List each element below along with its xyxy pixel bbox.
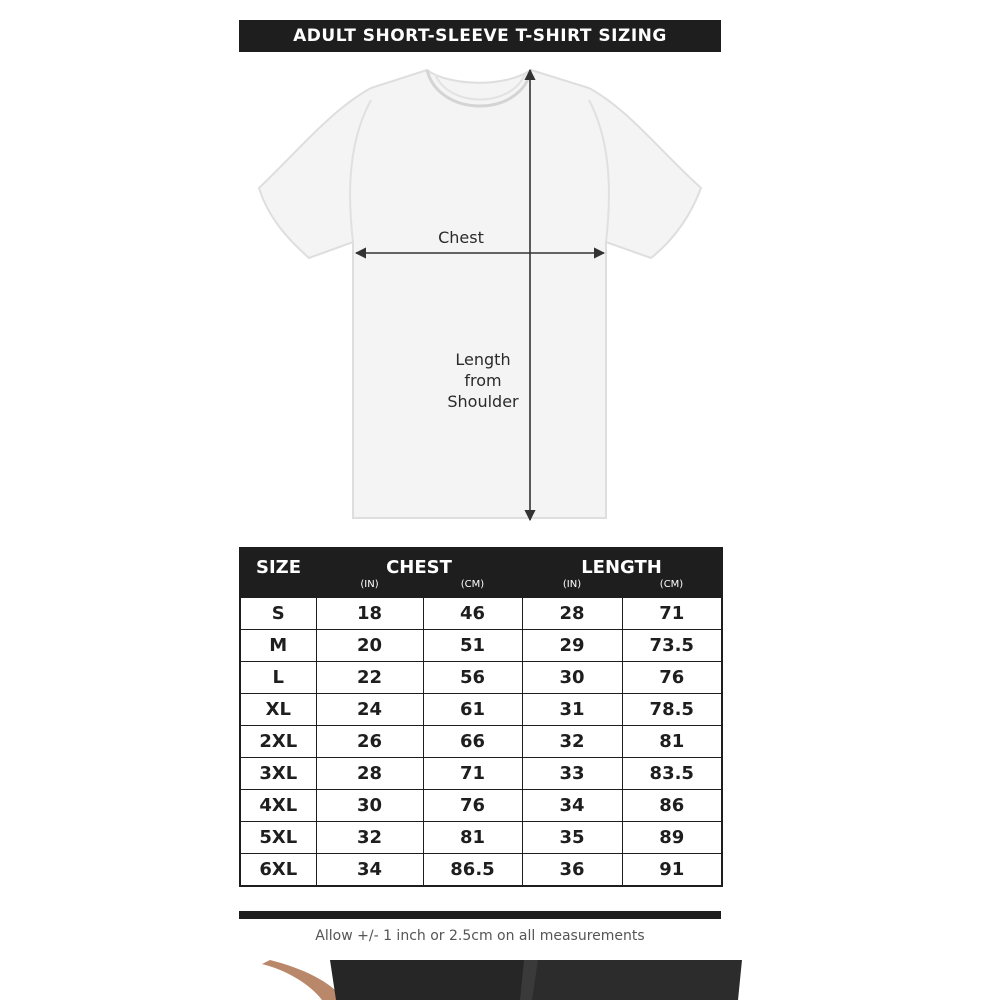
model-photo-crop <box>262 960 752 1000</box>
table-row <box>240 822 722 854</box>
table-header-row <box>240 548 722 579</box>
length-in-cell: 36 <box>522 854 622 887</box>
size-cell: 3XL <box>240 758 316 790</box>
length-label-line-2: from <box>464 371 502 390</box>
chest-cm-cell: 61 <box>423 694 522 726</box>
chest-in-cell: 18 <box>316 598 423 630</box>
chest-cm-cell: 86.5 <box>423 854 522 887</box>
chest-label: Chest <box>438 228 484 247</box>
table-row <box>240 662 722 694</box>
length-label <box>437 349 529 412</box>
size-cell: XL <box>240 694 316 726</box>
length-cm-cell: 71 <box>622 598 722 630</box>
length-in-cell: 32 <box>522 726 622 758</box>
chest-in-cell: 26 <box>316 726 423 758</box>
table-row <box>240 598 722 630</box>
length-cm-cell: 76 <box>622 662 722 694</box>
chest-header: CHEST <box>316 548 522 579</box>
length-in-cell: 30 <box>522 662 622 694</box>
chest-in-cell: 20 <box>316 630 423 662</box>
chest-cm-cell: 56 <box>423 662 522 694</box>
length-label-line-1: Length <box>455 350 511 369</box>
chest-in-cell: 34 <box>316 854 423 887</box>
chest-in-cell: 24 <box>316 694 423 726</box>
table-row <box>240 726 722 758</box>
length-cm-unit: (CM) <box>622 579 722 598</box>
model-photo-graphic <box>262 960 752 1000</box>
size-cell: 2XL <box>240 726 316 758</box>
chest-cm-cell: 51 <box>423 630 522 662</box>
table-row <box>240 790 722 822</box>
length-cm-cell: 89 <box>622 822 722 854</box>
table-row <box>240 758 722 790</box>
length-cm-cell: 91 <box>622 854 722 887</box>
chest-in-cell: 28 <box>316 758 423 790</box>
size-cell: 5XL <box>240 822 316 854</box>
chest-cm-cell: 66 <box>423 726 522 758</box>
length-cm-cell: 81 <box>622 726 722 758</box>
chest-in-unit: (IN) <box>316 579 423 598</box>
size-cell: 6XL <box>240 854 316 887</box>
length-cm-cell: 78.5 <box>622 694 722 726</box>
length-label-line-3: Shoulder <box>447 392 519 411</box>
length-in-cell: 28 <box>522 598 622 630</box>
tshirt-diagram <box>239 60 721 530</box>
length-header: LENGTH <box>522 548 722 579</box>
size-unit-blank <box>240 579 316 598</box>
title-banner <box>239 20 721 52</box>
size-cell: M <box>240 630 316 662</box>
table-row <box>240 630 722 662</box>
table-row <box>240 854 722 887</box>
chest-in-cell: 30 <box>316 790 423 822</box>
length-in-cell: 35 <box>522 822 622 854</box>
table-row <box>240 694 722 726</box>
size-cell: L <box>240 662 316 694</box>
length-in-cell: 29 <box>522 630 622 662</box>
length-in-cell: 31 <box>522 694 622 726</box>
measurement-note: Allow +/- 1 inch or 2.5cm on all measurements <box>315 928 645 944</box>
page-title: ADULT SHORT-SLEEVE T-SHIRT SIZING <box>293 26 667 46</box>
size-cell: S <box>240 598 316 630</box>
length-in-unit: (IN) <box>522 579 622 598</box>
length-cm-cell: 86 <box>622 790 722 822</box>
table-unit-row <box>240 579 722 598</box>
size-header: SIZE <box>240 548 316 579</box>
chest-cm-cell: 81 <box>423 822 522 854</box>
length-in-cell: 33 <box>522 758 622 790</box>
length-in-cell: 34 <box>522 790 622 822</box>
table-footer-bar <box>239 911 721 919</box>
size-table <box>239 547 723 887</box>
chest-cm-cell: 76 <box>423 790 522 822</box>
tshirt-illustration <box>239 60 721 530</box>
tshirt-shape <box>259 70 701 518</box>
chest-cm-cell: 46 <box>423 598 522 630</box>
chest-in-cell: 22 <box>316 662 423 694</box>
length-cm-cell: 83.5 <box>622 758 722 790</box>
chest-in-cell: 32 <box>316 822 423 854</box>
chest-cm-unit: (CM) <box>423 579 522 598</box>
chest-cm-cell: 71 <box>423 758 522 790</box>
length-cm-cell: 73.5 <box>622 630 722 662</box>
size-cell: 4XL <box>240 790 316 822</box>
